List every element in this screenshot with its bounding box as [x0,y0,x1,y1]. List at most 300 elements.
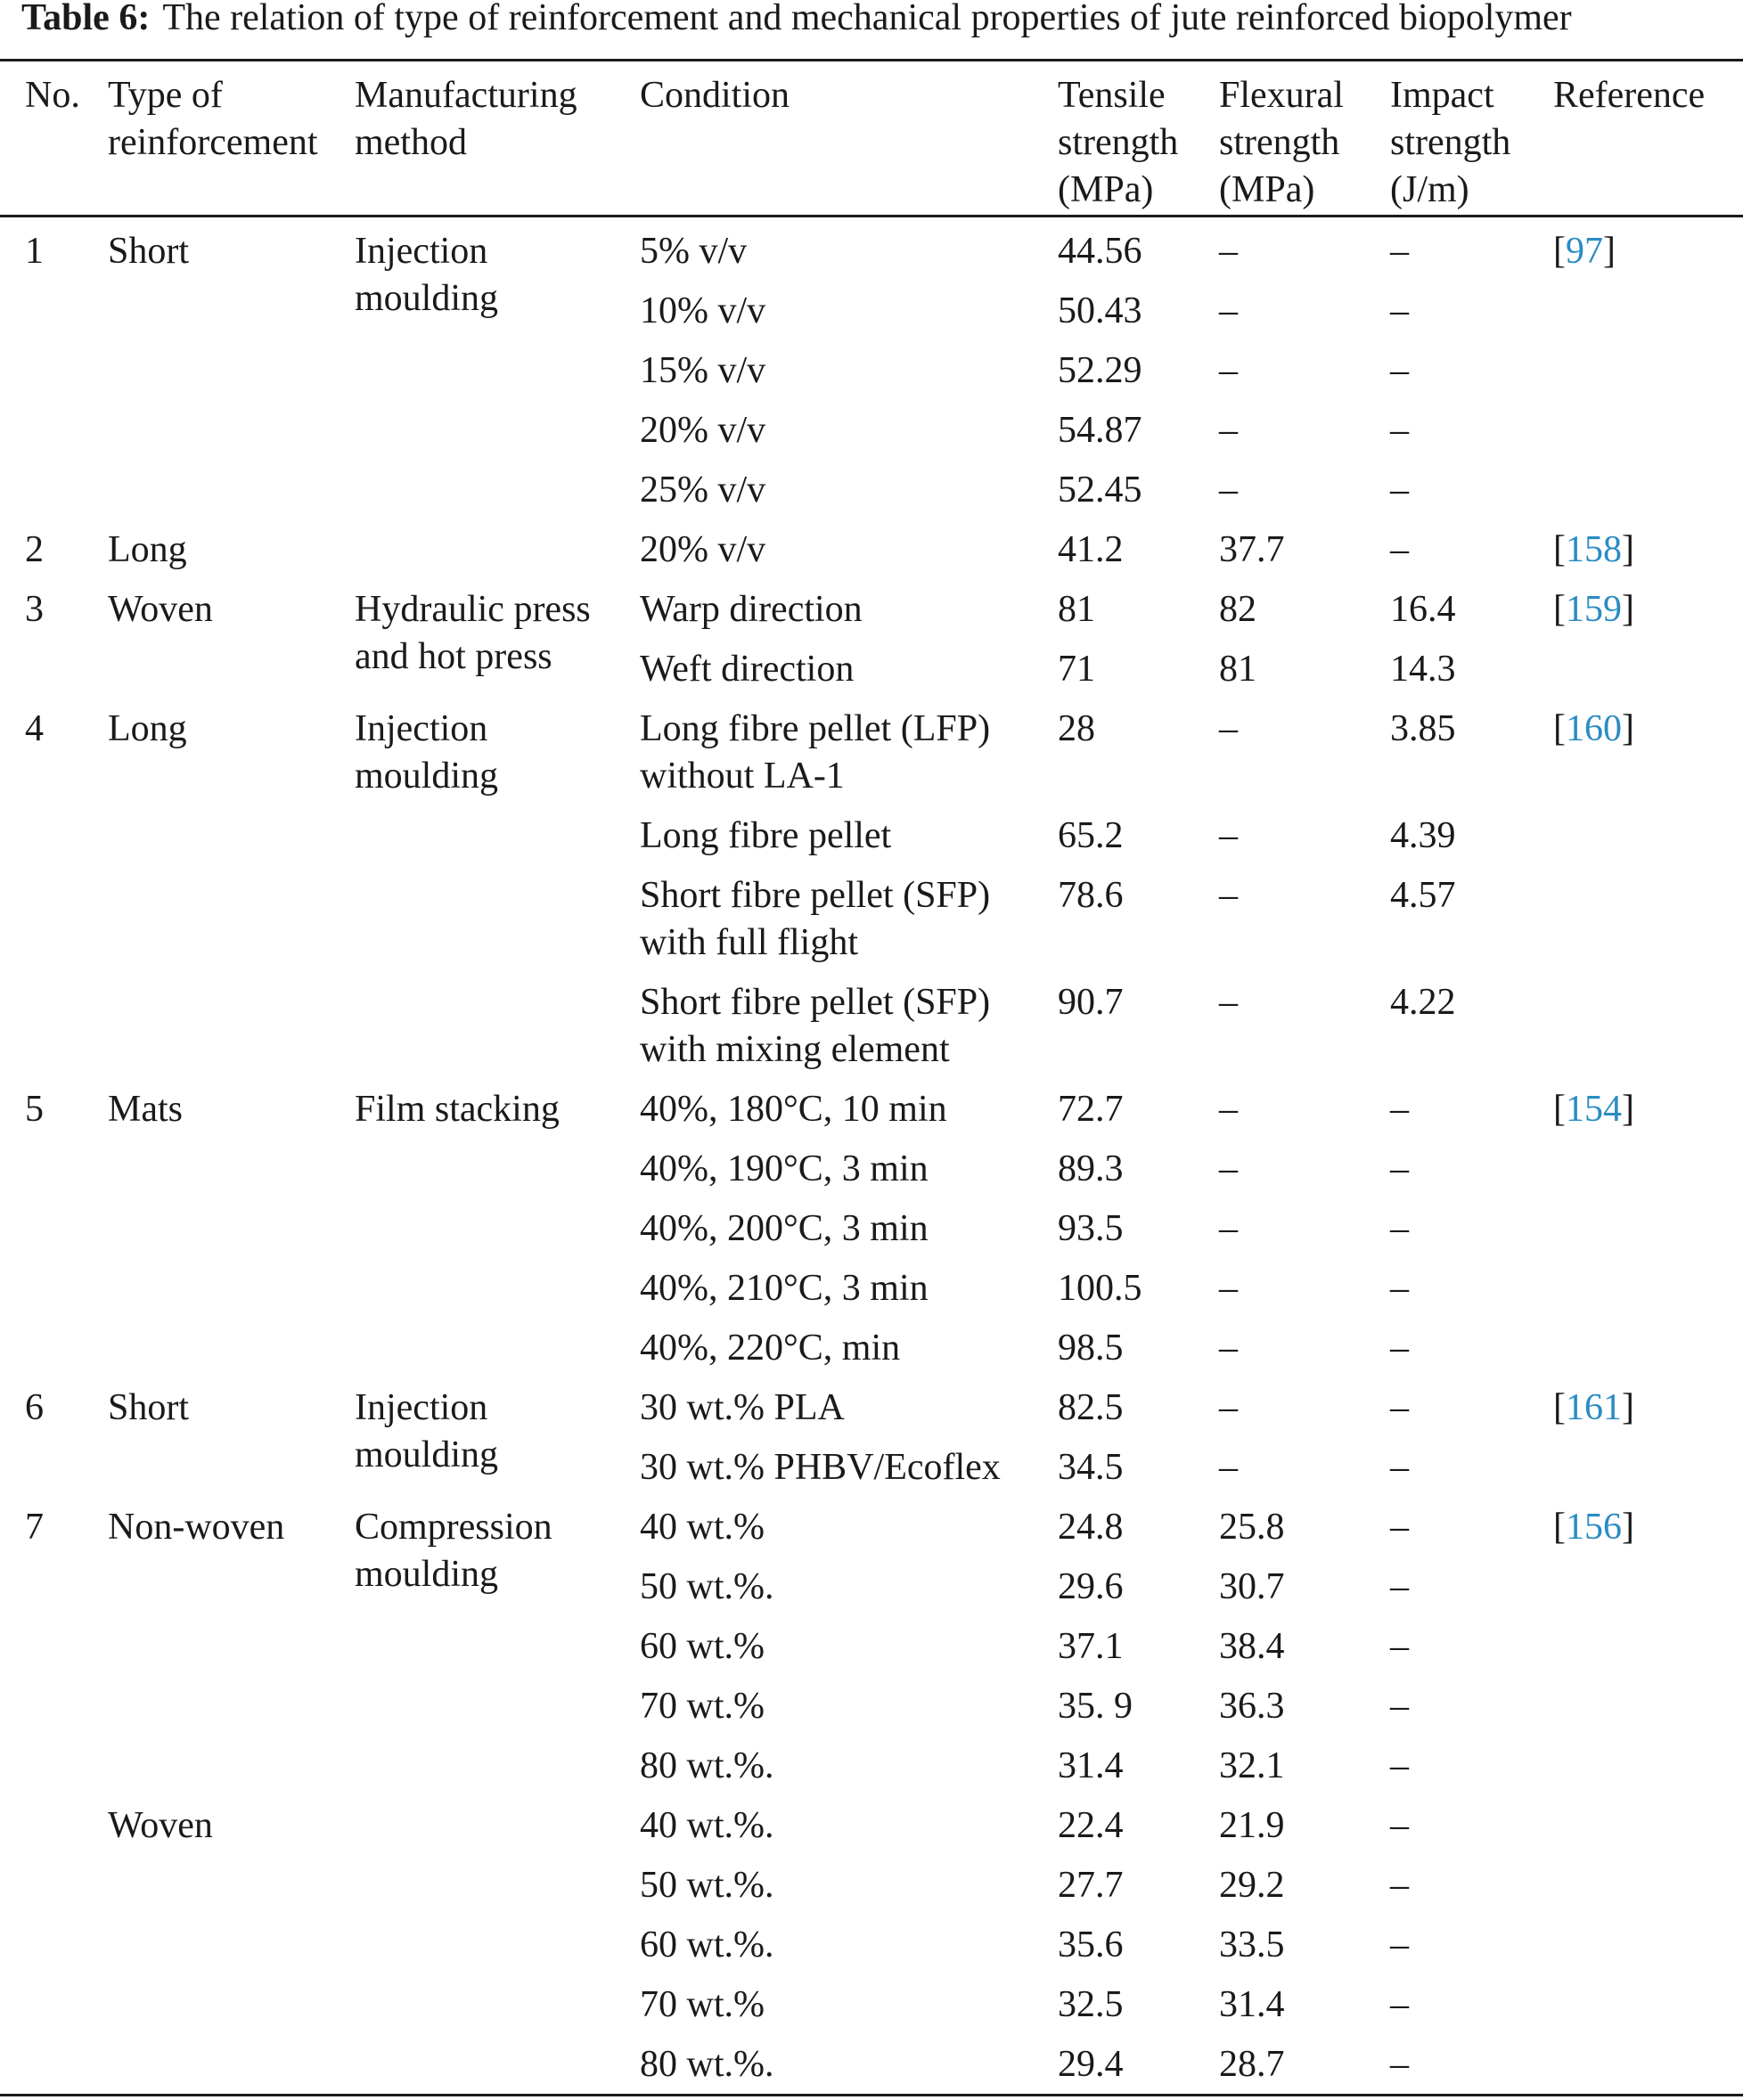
cell-condition [640,1385,845,1432]
reference-link[interactable] [1553,527,1634,574]
cell-condition-line: Warp direction [640,589,863,630]
cell-tensile-line: 37.1 [1058,1626,1124,1667]
cell-condition-line: 40%, 220°C, min [640,1328,901,1369]
cell-flexural [1219,979,1238,1026]
cell-flexural-line: – [1219,290,1238,331]
cell-condition [640,586,863,633]
cell-flexural [1219,288,1238,335]
cell-method [355,1385,498,1479]
reference-bracket-open: [ [1553,1089,1566,1130]
cell-type-line: Long [108,529,187,570]
cell-flexural [1219,586,1256,633]
cell-condition-line: 80 wt.%. [640,2044,774,2085]
cell-tensile [1058,1564,1124,1611]
cell-tensile [1058,979,1124,1026]
cell-no [25,1385,44,1432]
cell-tensile-line: 44.56 [1058,231,1142,272]
header-method-line: method [355,122,467,163]
table-bottom-rule [0,2094,1743,2096]
cell-flexural-line: 36.3 [1219,1686,1285,1727]
cell-method-line: Film stacking [355,1089,560,1130]
cell-impact [1390,706,1456,753]
cell-condition [640,1623,765,1671]
cell-flexural-line: 37.7 [1219,529,1285,570]
cell-flexural-line: 31.4 [1219,1984,1285,2025]
cell-flexural [1219,1564,1285,1611]
header-impact-line: strength [1390,122,1511,163]
cell-tensile-line: 54.87 [1058,410,1142,451]
cell-condition-line: 40%, 190°C, 3 min [640,1148,929,1189]
cell-flexural-line: – [1219,1447,1238,1488]
cell-impact-line: – [1390,1387,1409,1428]
cell-condition-line: Long fibre pellet (LFP) [640,708,991,749]
cell-method-line: Compression [355,1507,552,1548]
cell-condition-line: without LA-1 [640,756,845,797]
cell-method-line: moulding [355,278,499,319]
cell-flexural-line: – [1219,815,1238,856]
reference-link[interactable] [1553,1385,1634,1432]
cell-flexural-line: – [1219,470,1238,511]
cell-flexural [1219,228,1238,275]
cell-tensile [1058,2041,1124,2088]
cell-method [355,1504,552,1598]
cell-impact [1390,1325,1409,1372]
cell-method-line: Injection [355,231,488,272]
cell-flexural [1219,1683,1285,1730]
cell-impact-line: – [1390,1924,1409,1965]
cell-condition [640,872,990,967]
cell-condition [640,228,747,275]
reference-number[interactable]: 161 [1566,1387,1622,1428]
cell-condition-line: 80 wt.%. [640,1745,774,1786]
cell-condition-line: 60 wt.% [640,1626,765,1667]
reference-link[interactable] [1553,706,1634,753]
cell-tensile-line: 35.6 [1058,1924,1124,1965]
cell-method-line: moulding [355,1434,499,1475]
cell-impact-line: – [1390,290,1409,331]
cell-impact [1390,1683,1409,1730]
header-bottom-rule [0,215,1743,217]
cell-tensile [1058,1325,1124,1372]
cell-type [108,1385,189,1432]
cell-flexural-line: 38.4 [1219,1626,1285,1667]
cell-impact-line: – [1390,1268,1409,1309]
cell-type [108,1802,213,1850]
cell-condition [640,527,765,574]
cell-tensile-line: 82.5 [1058,1387,1124,1428]
cell-tensile-line: 89.3 [1058,1148,1124,1189]
cell-no [25,706,44,753]
cell-condition-line: 20% v/v [640,529,766,570]
cell-flexural [1219,1743,1285,1790]
cell-tensile-line: 50.43 [1058,290,1142,331]
table-caption [21,0,1572,41]
cell-method [355,228,498,323]
reference-bracket-open: [ [1553,1507,1566,1548]
cell-flexural [1219,1086,1238,1133]
cell-type-line: Short [108,1387,190,1428]
cell-no [25,527,44,574]
cell-no-line: 3 [25,589,44,630]
cell-flexural [1219,2041,1285,2088]
reference-link[interactable] [1553,1504,1634,1551]
reference-bracket-close: ] [1603,231,1616,272]
cell-condition [640,646,854,693]
reference-number[interactable]: 156 [1566,1507,1622,1548]
caption-text: The relation of type of reinforcement and mechanical properties of jute reinforced biopolymer [162,0,1572,38]
cell-method [355,706,498,800]
cell-flexural [1219,467,1238,514]
cell-tensile [1058,467,1142,514]
cell-impact [1390,1862,1409,1909]
cell-tensile-line: 98.5 [1058,1328,1124,1369]
cell-flexural-line: 28.7 [1219,2044,1285,2085]
cell-condition [640,1743,774,1790]
cell-impact [1390,1385,1409,1432]
cell-type-line: Mats [108,1089,183,1130]
cell-method [355,1086,560,1133]
cell-tensile-line: 72.7 [1058,1089,1124,1130]
reference-number[interactable]: 158 [1566,529,1622,570]
cell-flexural [1219,347,1238,395]
cell-no [25,586,44,633]
cell-tensile [1058,407,1142,454]
cell-flexural-line: – [1219,1148,1238,1189]
reference-bracket-close: ] [1622,1507,1634,1548]
cell-impact-line: 14.3 [1390,649,1456,690]
cell-type-line: Short [108,231,190,272]
cell-condition [640,813,891,860]
header-type-line: reinforcement [108,122,318,163]
cell-impact-line: – [1390,529,1409,570]
header-impact [1390,72,1510,214]
cell-impact [1390,1504,1409,1551]
reference-link[interactable] [1553,586,1634,633]
cell-tensile [1058,1982,1124,2029]
reference-bracket-close: ] [1622,1089,1634,1130]
reference-number[interactable]: 159 [1566,589,1622,630]
cell-condition [640,467,765,514]
cell-tensile [1058,228,1142,275]
cell-tensile-line: 41.2 [1058,529,1124,570]
header-no [25,72,80,119]
cell-condition-line: 40 wt.%. [640,1805,774,1846]
cell-tensile [1058,1086,1124,1133]
cell-flexural-line: – [1219,1089,1238,1130]
cell-method [355,586,591,681]
cell-flexural [1219,1325,1238,1372]
cell-flexural [1219,1205,1238,1253]
cell-impact-line: – [1390,1447,1409,1488]
cell-no [25,1086,44,1133]
cell-tensile-line: 31.4 [1058,1745,1124,1786]
cell-condition-line: 50 wt.%. [640,1865,774,1906]
reference-link[interactable] [1553,228,1616,275]
cell-condition [640,1444,1001,1491]
header-tensile-line: (MPa) [1058,169,1154,210]
cell-condition [640,1802,774,1850]
cell-flexural [1219,407,1238,454]
cell-impact-line: – [1390,1865,1409,1906]
cell-flexural-line: – [1219,982,1238,1023]
cell-no [25,228,44,275]
cell-type [108,706,187,753]
cell-no-line: 2 [25,529,44,570]
cell-flexural-line: 82 [1219,589,1256,630]
header-flexural [1219,72,1344,214]
cell-flexural-line: 25.8 [1219,1507,1285,1548]
cell-impact [1390,586,1456,633]
reference-bracket-close: ] [1622,1387,1634,1428]
cell-condition-line: 70 wt.% [640,1686,765,1727]
table-top-rule [0,59,1743,61]
cell-tensile-line: 29.4 [1058,2044,1124,2085]
cell-condition-line: Short fibre pellet (SFP) [640,875,991,916]
cell-impact [1390,1623,1409,1671]
header-flexural-line: Flexural [1219,75,1344,116]
cell-no-line: 6 [25,1387,44,1428]
header-method-line: Manufacturing [355,75,577,116]
header-type [108,72,318,167]
cell-impact-line: 4.22 [1390,982,1456,1023]
cell-type-line: Woven [108,1805,213,1846]
cell-condition [640,1982,765,2029]
header-reference-line: Reference [1553,75,1706,116]
cell-condition [640,1086,947,1133]
cell-flexural-line: 81 [1219,649,1256,690]
cell-tensile [1058,1743,1124,1790]
cell-condition-line: 40%, 210°C, 3 min [640,1268,929,1309]
cell-type [108,228,189,275]
cell-impact [1390,872,1456,919]
reference-bracket-open: [ [1553,529,1566,570]
cell-condition-line: Long fibre pellet [640,815,892,856]
cell-method-line: moulding [355,756,499,797]
reference-number[interactable]: 160 [1566,708,1622,749]
cell-tensile-line: 100.5 [1058,1268,1142,1309]
cell-condition [640,1146,929,1193]
cell-tensile-line: 52.45 [1058,470,1142,511]
cell-tensile-line: 34.5 [1058,1447,1124,1488]
cell-condition [640,1683,765,1730]
cell-condition-line: 30 wt.% PHBV/Ecoflex [640,1447,1001,1488]
cell-flexural [1219,872,1238,919]
cell-type-line: Woven [108,589,213,630]
cell-method-line: Hydraulic press [355,589,591,630]
cell-condition-line: with full flight [640,922,858,963]
cell-tensile-line: 32.5 [1058,1984,1124,2025]
cell-tensile [1058,1922,1124,1969]
cell-tensile [1058,706,1095,753]
cell-tensile-line: 71 [1058,649,1095,690]
cell-flexural [1219,1146,1238,1193]
cell-flexural-line: 32.1 [1219,1745,1285,1786]
cell-method-line: and hot press [355,636,552,677]
cell-tensile [1058,872,1124,919]
cell-impact-line: – [1390,2044,1409,2085]
header-condition [640,72,790,119]
cell-tensile-line: 93.5 [1058,1208,1124,1249]
cell-tensile [1058,646,1095,693]
cell-condition-line: 30 wt.% PLA [640,1387,845,1428]
cell-impact-line: – [1390,1805,1409,1846]
cell-flexural [1219,706,1238,753]
cell-tensile [1058,813,1124,860]
cell-impact-line: – [1390,1089,1409,1130]
cell-impact [1390,646,1456,693]
cell-impact-line: – [1390,410,1409,451]
cell-condition-line: 40%, 200°C, 3 min [640,1208,929,1249]
cell-flexural-line: 21.9 [1219,1805,1285,1846]
header-impact-line: (J/m) [1390,169,1469,210]
cell-impact [1390,1265,1409,1312]
cell-impact-line: – [1390,470,1409,511]
reference-number[interactable]: 97 [1566,231,1603,272]
cell-flexural-line: – [1219,1268,1238,1309]
cell-tensile [1058,1385,1124,1432]
header-tensile-line: strength [1058,122,1179,163]
cell-flexural [1219,1504,1285,1551]
cell-condition-line: 20% v/v [640,410,766,451]
cell-flexural-line: – [1219,231,1238,272]
cell-tensile-line: 28 [1058,708,1095,749]
cell-condition [640,1504,765,1551]
reference-number[interactable]: 154 [1566,1089,1622,1130]
cell-impact-line: 3.85 [1390,708,1456,749]
cell-flexural [1219,1862,1285,1909]
cell-method-line: moulding [355,1554,499,1595]
cell-tensile-line: 29.6 [1058,1566,1124,1607]
cell-tensile [1058,1802,1124,1850]
cell-impact-line: – [1390,1148,1409,1189]
cell-tensile-line: 24.8 [1058,1507,1124,1548]
cell-condition-line: 10% v/v [640,290,766,331]
cell-impact [1390,407,1409,454]
header-type-line: Type of [108,75,223,116]
cell-impact-line: – [1390,1745,1409,1786]
cell-condition [640,1265,929,1312]
cell-condition-line: 40%, 180°C, 10 min [640,1089,947,1130]
cell-impact [1390,527,1409,574]
cell-tensile-line: 78.6 [1058,875,1124,916]
cell-impact-line: 16.4 [1390,589,1456,630]
cell-condition-line: with mixing element [640,1029,950,1070]
cell-impact-line: – [1390,1626,1409,1667]
cell-flexural [1219,1265,1238,1312]
cell-tensile [1058,527,1124,574]
cell-flexural [1219,527,1285,574]
cell-impact [1390,2041,1409,2088]
cell-condition-line: 60 wt.%. [640,1924,774,1965]
cell-condition [640,2041,774,2088]
cell-impact [1390,1205,1409,1253]
cell-impact [1390,228,1409,275]
cell-no-line: 1 [25,231,44,272]
reference-bracket-close: ] [1622,708,1634,749]
cell-impact-line: – [1390,1208,1409,1249]
cell-impact-line: – [1390,1984,1409,2025]
header-tensile-line: Tensile [1058,75,1166,116]
cell-flexural-line: – [1219,350,1238,391]
cell-impact-line: – [1390,1328,1409,1369]
cell-method-line: Injection [355,1387,488,1428]
cell-type-line: Long [108,708,187,749]
cell-impact [1390,1982,1409,2029]
cell-type [108,1086,183,1133]
cell-flexural-line: 33.5 [1219,1924,1285,1965]
cell-tensile [1058,347,1142,395]
cell-flexural-line: 30.7 [1219,1566,1285,1607]
cell-flexural [1219,1385,1238,1432]
cell-condition [640,1205,929,1253]
cell-condition-line: 40 wt.% [640,1507,765,1548]
cell-no-line: 7 [25,1507,44,1548]
header-flexural-line: (MPa) [1219,169,1315,210]
cell-tensile [1058,1146,1124,1193]
header-condition-line: Condition [640,75,790,116]
cell-impact-line: – [1390,350,1409,391]
cell-impact [1390,813,1456,860]
cell-impact [1390,1444,1409,1491]
cell-condition [640,1862,774,1909]
cell-tensile-line: 35. 9 [1058,1686,1133,1727]
cell-impact-line: – [1390,1507,1409,1548]
cell-condition [640,1922,774,1969]
cell-tensile [1058,1265,1142,1312]
reference-bracket-open: [ [1553,589,1566,630]
cell-type-line: Non-woven [108,1507,285,1548]
cell-tensile-line: 65.2 [1058,815,1124,856]
cell-condition-line: 70 wt.% [640,1984,765,2025]
cell-impact-line: 4.57 [1390,875,1456,916]
cell-tensile [1058,1623,1124,1671]
cell-flexural [1219,1922,1285,1969]
cell-condition-line: 50 wt.%. [640,1566,774,1607]
cell-impact [1390,467,1409,514]
cell-impact [1390,1743,1409,1790]
caption-label: Table 6: [21,0,151,38]
header-tensile [1058,72,1178,214]
cell-flexural [1219,1802,1285,1850]
cell-tensile-line: 81 [1058,589,1095,630]
cell-tensile [1058,586,1095,633]
cell-impact-line: 4.39 [1390,815,1456,856]
reference-bracket-close: ] [1622,529,1634,570]
cell-tensile [1058,1683,1133,1730]
reference-link[interactable] [1553,1086,1634,1133]
reference-bracket-close: ] [1622,589,1634,630]
cell-flexural [1219,1982,1285,2029]
cell-condition [640,1325,900,1372]
cell-flexural [1219,1444,1238,1491]
cell-condition [640,1564,774,1611]
cell-impact [1390,979,1456,1026]
cell-impact-line: – [1390,231,1409,272]
cell-no-line: 4 [25,708,44,749]
cell-condition [640,288,765,335]
cell-tensile [1058,288,1142,335]
cell-flexural-line: – [1219,875,1238,916]
header-flexural-line: strength [1219,122,1340,163]
cell-flexural-line: – [1219,708,1238,749]
cell-impact [1390,1564,1409,1611]
cell-tensile-line: 90.7 [1058,982,1124,1023]
cell-flexural-line: 29.2 [1219,1865,1285,1906]
cell-flexural [1219,813,1238,860]
cell-flexural-line: – [1219,1387,1238,1428]
cell-condition-line: 5% v/v [640,231,748,272]
header-no-line: No. [25,75,80,116]
